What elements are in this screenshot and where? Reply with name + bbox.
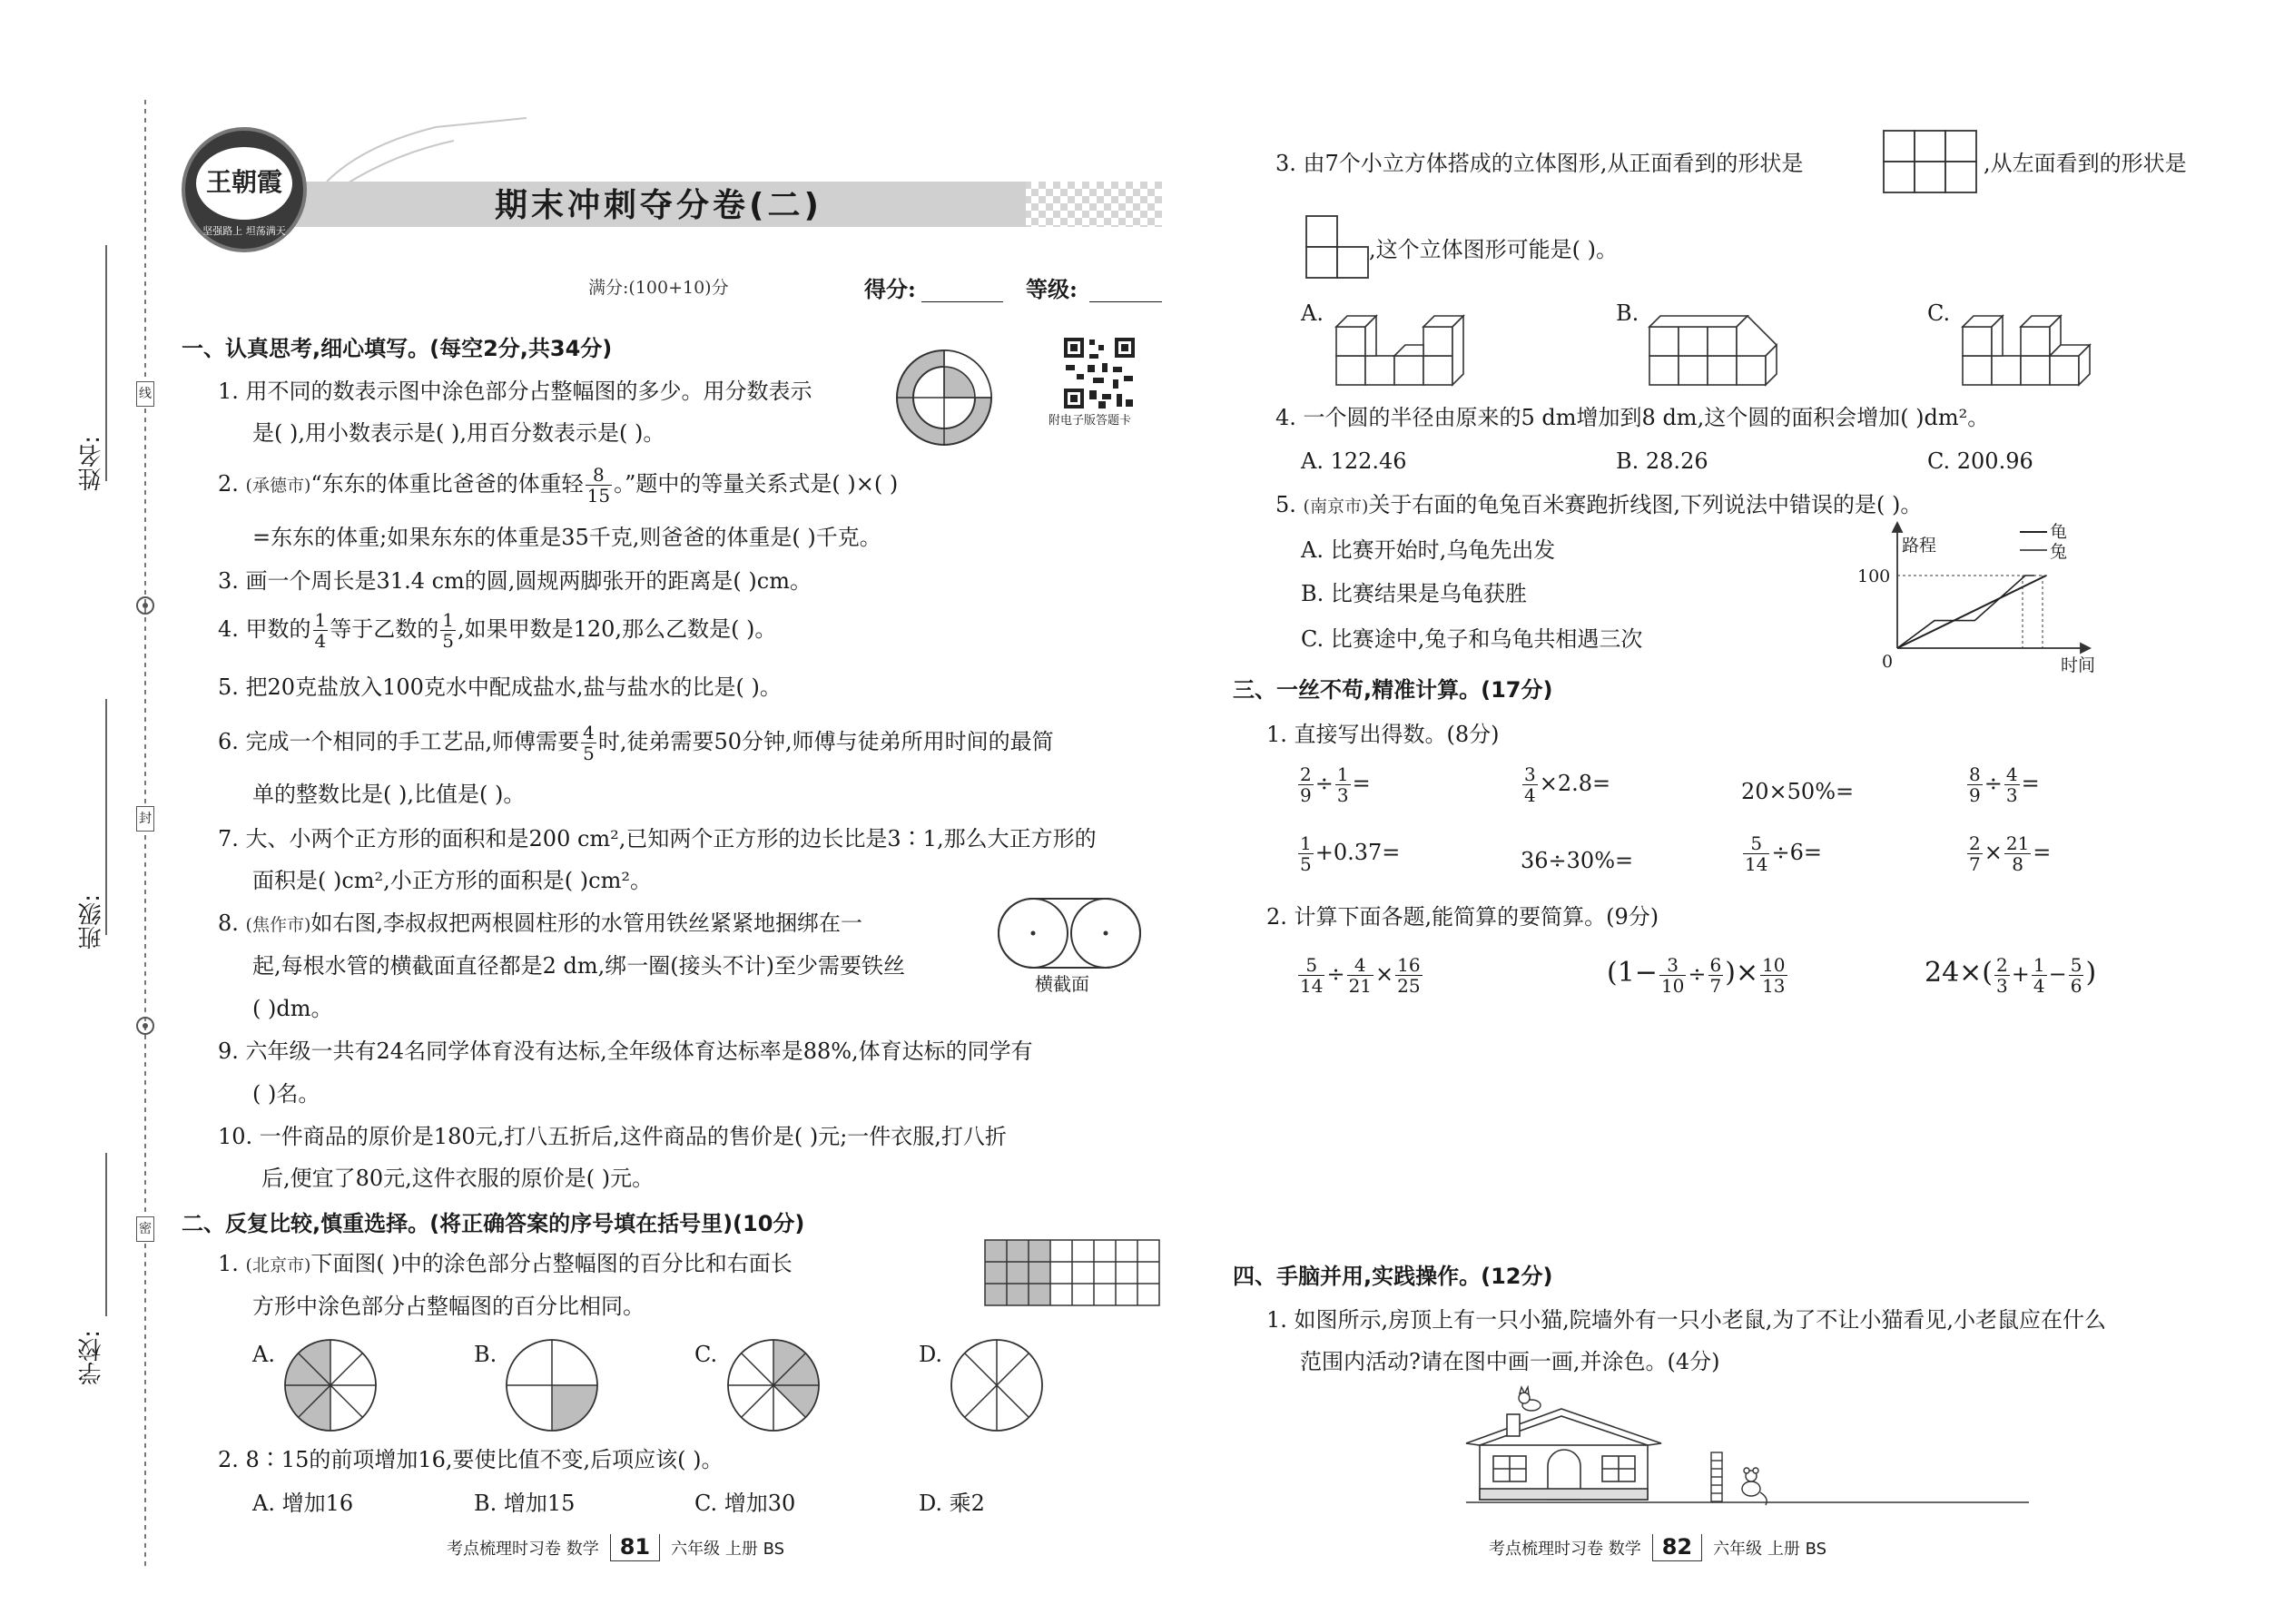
s2q1-option-d[interactable]: D. [919, 1342, 943, 1367]
q5-line: 5. 把20克盐放入100克水中配成盐水,盐与盐水的比是( )。 [218, 674, 782, 700]
q8-line-3: ( )dm。 [252, 996, 333, 1021]
calc-8-frac-a: $\frac{2}{7}$ [1969, 832, 1981, 875]
q4-line [218, 610, 776, 651]
r-q3-option-b[interactable]: B. [1616, 300, 1639, 326]
house-roof [1466, 1409, 1661, 1445]
left-footer [447, 1534, 784, 1561]
r-q5-number: 5. [1275, 492, 1296, 517]
r-q5-region: (南京市) [1303, 497, 1369, 517]
left-page-number: 81 [610, 1534, 660, 1561]
q10-line-2: 后,便宜了80元,这件衣服的原价是( )元。 [261, 1166, 655, 1191]
r-q3-line-1b: ,从左面看到的形状是 [1984, 151, 2187, 176]
s2q2-option-d[interactable]: D. 乘2 [919, 1491, 985, 1516]
expr-1-frac-c: $\frac{16}{25}$ [1397, 954, 1421, 997]
calc-8-eq: = [2033, 840, 2052, 865]
s2q1-region: (北京市) [245, 1255, 311, 1275]
seal-line: 线 [136, 381, 154, 407]
s3q1-line: 1. 直接写出得数。(8分) [1266, 722, 1500, 747]
r-q5-text: 关于右面的龟兔百米赛跑折线图,下列说法中错误的是( )。 [1368, 492, 1923, 517]
expr-1 [1296, 955, 1424, 996]
q8-caption: 横截面 [1035, 973, 1089, 995]
name-label: 姓名: [78, 436, 105, 491]
q1-line-1: 1. 用不同的数表示图中涂色部分占整幅图的多少。用分数表示 [218, 379, 812, 404]
q4-fraction-1: $\frac{1}{4}$ [314, 609, 327, 652]
expr-3-plus: + [2011, 961, 2030, 987]
expr-1-op2: × [1375, 961, 1394, 987]
calc-1-frac-a: $\frac{2}{9}$ [1300, 763, 1312, 806]
section-4-title: 四、手脑并用,实践操作。(12分) [1233, 1264, 1553, 1289]
pie-option-b [505, 1338, 599, 1432]
page-title: 期末冲刺夺分卷(二) [495, 187, 822, 224]
s2q2-option-c[interactable]: C. 增加30 [694, 1491, 796, 1516]
q6-fraction: $\frac{4}{5}$ [583, 722, 595, 764]
legend-tortoise-label: 龟 [2050, 522, 2068, 542]
section-3-title: 三、一丝不苟,精准计算。(17分) [1233, 677, 1553, 703]
graph-x-label: 时间 [2061, 655, 2096, 675]
s2q1-option-b[interactable]: B. [474, 1342, 497, 1367]
r-q3-left-view [1305, 214, 1375, 280]
s2q1-number: 1. [218, 1251, 239, 1276]
calc-1-op: ÷ [1314, 771, 1334, 796]
q7-line-1: 7. 大、小两个正方形的面积和是200 cm²,已知两个正方形的边长比是3∶1,那么大正方形的 [218, 826, 1097, 851]
seal-secret: 密 [136, 1216, 154, 1242]
s2q1-text-a: 下面图( )中的涂色部分占整幅图的百分比和右面长 [310, 1251, 793, 1276]
calc-7-rest: ÷6= [1771, 840, 1822, 865]
q10-line-1: 10. 一件商品的原价是180元,打八五折后,这件商品的售价是( )元;一件衣服,打八折 [218, 1124, 1007, 1149]
s2q1-line-2: 方形中涂色部分占整幅图的百分比相同。 [252, 1294, 645, 1319]
s2q1-line-1 [218, 1251, 793, 1277]
expr-2 [1607, 955, 1789, 996]
q8-region: (焦作市) [245, 915, 311, 935]
pie-option-c [726, 1338, 821, 1432]
calc-1-frac-b: $\frac{1}{3}$ [1336, 763, 1349, 806]
graph-y-tick-100: 100 [1857, 566, 1891, 586]
q8-pipes-figure [997, 897, 1142, 969]
margin-ornament-2 [134, 1015, 156, 1037]
house-chimney [1507, 1414, 1520, 1436]
calc-4-eq: = [2021, 771, 2040, 796]
expr-1-frac-a: $\frac{5}{14}$ [1300, 954, 1324, 997]
expr-3-pre: 24×( [1925, 957, 1994, 989]
score-blank[interactable] [921, 301, 1003, 302]
grade-blank[interactable] [1089, 301, 1162, 302]
q6-text-b: 时,徒弟需要50分钟,师傅与徒弟所用时间的最简 [597, 729, 1054, 754]
s4q1-line-1: 1. 如图所示,房顶上有一只小猫,院墙外有一只小老鼠,为了不让小猫看见,小老鼠应在什么 [1266, 1307, 2107, 1333]
qr-code[interactable] [1062, 336, 1137, 410]
s2q2-option-b[interactable]: B. 增加15 [474, 1491, 576, 1516]
class-label: 班级: [78, 894, 105, 950]
section-1-title: 一、认真思考,细心填写。(每空2分,共34分) [182, 336, 613, 361]
logo-motto: 坚强路上 坦荡满天 [202, 225, 286, 237]
r-q4-option-b[interactable]: B. 28.26 [1616, 448, 1708, 474]
left-footer-book: 考点梳理时习卷 数学 [447, 1540, 599, 1559]
logo-badge [182, 127, 307, 252]
section-2-title: 二、反复比较,慎重选择。(将正确答案的序号填在括号里)(10分) [182, 1211, 805, 1236]
q2-fraction: $\frac{8}{15}$ [586, 464, 611, 507]
calc-5-rest: +0.37= [1314, 840, 1401, 865]
q1-line-2: 是( ),用小数表示是( ),用百分数表示是( )。 [252, 420, 665, 446]
expr-2-frac-b: $\frac{6}{7}$ [1709, 954, 1722, 997]
expr-1-frac-b: $\frac{4}{21}$ [1348, 954, 1373, 997]
q2-line-1 [218, 465, 898, 506]
yard-wall [1711, 1452, 1722, 1501]
mouse-icon [1742, 1468, 1767, 1505]
full-score: 满分:(100+10)分 [588, 278, 729, 298]
calc-4-op: ÷ [1984, 771, 2003, 796]
calc-8-op: × [1984, 840, 2003, 865]
r-q3-front-view [1882, 129, 1984, 194]
calc-7-frac-a: $\frac{5}{14}$ [1745, 832, 1768, 875]
cube-figure-a [1334, 300, 1471, 390]
s3q2-line: 2. 计算下面各题,能简算的要简算。(9分) [1266, 904, 1659, 930]
q2-region: (承德市) [245, 476, 311, 496]
calc-1-eq: = [1352, 771, 1371, 796]
pie-option-a [283, 1338, 378, 1432]
r-q5-option-b[interactable]: B. 比赛结果是乌龟获胜 [1301, 581, 1527, 606]
pie-option-d [950, 1338, 1044, 1432]
q4-text-b: 等于乙数的 [330, 616, 439, 642]
q9-line-1: 9. 六年级一共有24名同学体育没有达标,全年级体育达标率是88%,体育达标的同学有 [218, 1038, 1033, 1064]
s2q1-option-c[interactable]: C. [694, 1342, 718, 1367]
cube-figure-b [1648, 300, 1784, 390]
expr-3-frac-b: $\frac{1}{4}$ [2033, 954, 2045, 997]
s2q2-line: 2. 8∶15的前项增加16,要使比值不变,后项应该( )。 [218, 1447, 724, 1472]
s4q1-line-2: 范围内活动?请在图中画一画,并涂色。(4分) [1300, 1349, 1720, 1374]
r-q3-line-1a: 3. 由7个小立方体搭成的立体图形,从正面看到的形状是 [1275, 151, 1804, 176]
r-q5-line [1275, 492, 1922, 518]
r-q5-option-c[interactable]: C. 比赛途中,兔子和乌龟共相遇三次 [1301, 626, 1643, 652]
right-footer-grade: 六年级 上册 BS [1713, 1540, 1827, 1559]
expr-2-op: ÷ [1688, 961, 1707, 987]
q8-text-a: 如右图,李叔叔把两根圆柱形的水管用铁丝紧紧地捆绑在一 [310, 910, 863, 936]
expr-2-open: (1− [1607, 957, 1658, 989]
right-footer-book: 考点梳理时习卷 数学 [1489, 1540, 1641, 1559]
q8-line-1 [218, 910, 862, 937]
expr-2-close: )× [1725, 957, 1759, 989]
q7-line-2: 面积是( )cm²,小正方形的面积是( )cm²。 [252, 868, 652, 893]
margin-ornament-1 [134, 595, 156, 616]
binding-dashed-line [143, 100, 147, 1570]
calc-item-8 [1965, 833, 2051, 874]
s2q1-option-a[interactable]: A. [252, 1342, 275, 1367]
q9-line-2: ( )名。 [252, 1081, 320, 1107]
left-footer-grade: 六年级 上册 BS [671, 1540, 785, 1559]
r-q4-option-c[interactable]: C. 200.96 [1927, 448, 2033, 474]
margin-solid-line-3 [104, 1153, 108, 1316]
expr-2-frac-c: $\frac{10}{13}$ [1762, 954, 1786, 997]
r-q4-line: 4. 一个圆的半径由原来的5 dm增加到8 dm,这个圆的面积会增加( )dm²。 [1275, 405, 1990, 430]
expr-2-frac-a: $\frac{3}{10}$ [1660, 954, 1685, 997]
cat-icon [1519, 1387, 1541, 1411]
calc-4-frac-a: $\frac{8}{9}$ [1969, 763, 1981, 806]
expr-1-op1: ÷ [1326, 961, 1345, 987]
graph-origin-label: 0 [1882, 652, 1894, 672]
calc-2-rest: ×2.8= [1539, 771, 1611, 796]
q6-line-2: 单的整数比是( ),比值是( )。 [252, 782, 526, 807]
q2-number: 2. [218, 471, 239, 497]
expr-3-frac-a: $\frac{2}{3}$ [1996, 954, 2008, 997]
calc-item-2 [1521, 764, 1610, 805]
q4-text-c: ,如果甲数是120,那么乙数是( )。 [458, 616, 777, 642]
cube-figure-c [1961, 300, 2097, 390]
calc-item-1 [1296, 764, 1371, 805]
calc-item-7 [1741, 833, 1822, 874]
r-q3-option-c[interactable]: C. [1927, 300, 1951, 326]
calc-item-6: 36÷30%= [1521, 848, 1634, 873]
calc-8-frac-b: $\frac{21}{8}$ [2005, 832, 2030, 875]
series-tortoise-line [1897, 576, 2046, 648]
score-label: 得分: [864, 276, 916, 302]
expr-3-frac-c: $\frac{5}{6}$ [2070, 954, 2082, 997]
s2q2-option-a[interactable]: A. 增加16 [252, 1491, 354, 1516]
calc-item-5 [1296, 833, 1400, 874]
seal-seal: 封 [136, 806, 154, 832]
r-q4-option-a[interactable]: A. 122.46 [1301, 448, 1407, 474]
q4-text-a: 4. 甲数的 [218, 616, 311, 642]
calc-5-frac-a: $\frac{1}{5}$ [1300, 832, 1312, 875]
expr-3-close: ) [2085, 957, 2097, 989]
q1-ring-figure [894, 348, 994, 448]
calc-item-4 [1965, 764, 2040, 805]
graph-y-label: 路程 [1902, 536, 1937, 556]
q3-line: 3. 画一个周长是31.4 cm的圆,圆规两脚张开的距离是( )cm。 [218, 568, 812, 594]
expr-3-minus: − [2048, 961, 2067, 987]
right-footer [1489, 1534, 1826, 1561]
legend-rabbit-label: 兔 [2050, 542, 2068, 562]
calc-item-3: 20×50%= [1741, 779, 1855, 804]
grade-label: 等级: [1026, 276, 1078, 302]
expr-3 [1925, 955, 2096, 996]
r-q5-option-a[interactable]: A. 比赛开始时,乌龟先出发 [1301, 537, 1556, 563]
school-label: 学校: [78, 1330, 105, 1385]
q2-line-2: =东东的体重;如果东东的体重是35千克,则爸爸的体重是( )千克。 [252, 525, 881, 550]
calc-4-frac-b: $\frac{4}{3}$ [2005, 763, 2018, 806]
q2-text-a: “东东的体重比爸爸的体重轻 [310, 471, 584, 497]
r-q3-option-a[interactable]: A. [1301, 300, 1324, 326]
q4-fraction-2: $\frac{1}{5}$ [442, 609, 454, 652]
right-page-number: 82 [1652, 1534, 1702, 1561]
r-q3-line-2: ,这个立体图形可能是( )。 [1369, 237, 1618, 262]
q8-line-2: 起,每根水管的横截面直径都是2 dm,绑一圈(接头不计)至少需要铁丝 [252, 953, 906, 979]
q8-number: 8. [218, 910, 239, 936]
q6-text-a: 6. 完成一个相同的手工艺品,师傅需要 [218, 729, 580, 754]
house-cat-mouse-figure [1466, 1398, 2047, 1516]
s2q1-grid-rectangle [985, 1240, 1163, 1305]
q6-line-1 [218, 723, 1054, 763]
q2-text-b: 。”题中的等量关系式是( )×( ) [614, 471, 899, 497]
qr-caption: 附电子版答题卡 [1049, 414, 1132, 428]
logo-text: 王朝霞 [205, 167, 282, 197]
calc-2-frac-a: $\frac{3}{4}$ [1524, 763, 1536, 806]
